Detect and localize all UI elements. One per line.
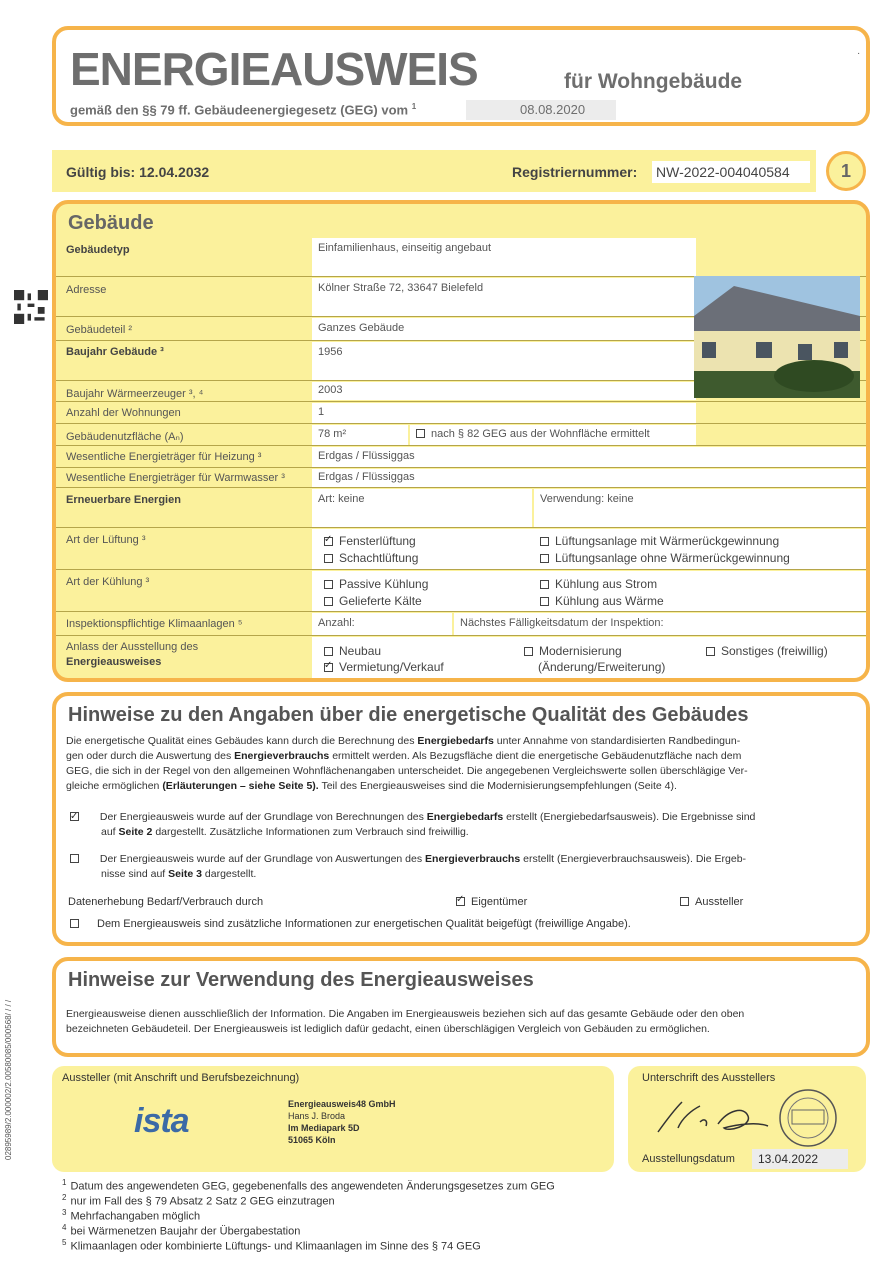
validity-bar — [52, 150, 816, 192]
checkbox-icon — [70, 919, 79, 928]
checkbox-icon — [324, 580, 333, 589]
checkbox-icon — [540, 537, 549, 546]
issuer-box — [52, 1066, 614, 1172]
data-collection-label: Datenerhebung Bedarf/Verbrauch durch — [68, 896, 264, 908]
checkbox-icon — [540, 580, 549, 589]
ventilation-label: Art der Lüftung ³ — [66, 534, 146, 546]
ac-count: Anzahl: — [312, 613, 452, 635]
document-header: ENERGIEAUSWEIS für Wohngebäude gemäß den §§ 79 ff. Gebäudeenergiegesetz (GEG) vom $^1$ 08.08.2020 . — [52, 26, 870, 126]
signature-box — [628, 1066, 866, 1172]
building-type-value: Einfamilienhaus, einseitig angebaut — [312, 238, 696, 276]
checkbox-checked-icon — [70, 812, 79, 821]
address-label: Adresse — [66, 284, 107, 296]
issuer-label: Aussteller (mit Anschrift und Berufsbezeichnung) — [62, 1072, 300, 1084]
construction-year-value: 1956 — [312, 342, 696, 380]
document-subtitle: für Wohngebäude — [564, 70, 743, 93]
reason-rent-sale-option[interactable]: ✓Vermietung/Verkauf — [324, 660, 444, 674]
valid-until: Gültig bis: 12.04.2032 — [66, 164, 210, 180]
renewable-use-value: Verwendung: keine — [534, 489, 870, 527]
vent-no-recovery-option[interactable]: Lüftungsanlage ohne Wärmerückgewinnung — [540, 551, 790, 565]
ista-logo: ista — [134, 1102, 189, 1140]
heating-carrier-value: Erdgas / Flüssiggas — [312, 447, 870, 467]
checkbox-icon — [524, 647, 533, 656]
renewable-kind-value: Art: keine — [312, 489, 532, 527]
quality-notes-section — [52, 692, 870, 946]
heating-carrier-label: Wesentliche Energieträger für Heizung ³ — [66, 451, 262, 463]
vent-recovery-option[interactable]: Lüftungsanlage mit Wärmerückgewinnung — [540, 534, 779, 548]
data-issuer-option[interactable]: Aussteller — [680, 896, 743, 908]
reason-new-option[interactable]: Neubau — [324, 644, 381, 658]
usage-notes-title: Hinweise zur Verwendung des Energieausweises — [68, 969, 534, 991]
hot-water-carrier-label: Wesentliche Energieträger für Warmwasser ³ — [66, 472, 285, 484]
issuer-address: Energieausweis48 GmbH Hans J. Broda Im Mediapark 5D 51065 Köln — [288, 1099, 396, 1145]
footnote-3: $^3$ Mehrfachangaben möglich — [62, 1208, 201, 1223]
checkbox-checked-icon — [456, 897, 465, 906]
units-value: 1 — [312, 403, 696, 423]
checkbox-icon — [324, 597, 333, 606]
ac-next-inspection: Nächstes Fälligkeitsdatum der Inspektion: — [454, 613, 870, 635]
units-label: Anzahl der Wohnungen — [66, 407, 181, 419]
side-code: 02895989/2.000002/2.00580085/000568/ / / / — [4, 999, 13, 1160]
reason-modernisation-option[interactable]: Modernisierung — [524, 644, 622, 658]
building-type-label: Gebäudetyp — [66, 244, 130, 256]
cool-heat-option[interactable]: Kühlung aus Wärme — [540, 594, 664, 608]
footnote-2: $^2$ nur im Fall des § 79 Absatz 2 Satz 2 GEG einzutragen — [62, 1193, 335, 1208]
address-value: Kölner Straße 72, 33647 Bielefeld — [312, 278, 696, 316]
footnote-5: $^5$ Klimaanlagen oder kombinierte Lüftungs- und Klimaanlagen im Sinne des § 74 GEG — [62, 1238, 481, 1253]
demand-based-option[interactable]: ✓ Der Energieausweis wurde auf der Grundlage von Berechnungen des Energiebedarfs erstellt (Energiebedarfsausweis). Die Ergebnisse sind auf Seite 2 dargestellt. Zusätzliche Informationen zum Verbrauch sind freiwillig. — [70, 810, 860, 840]
area-method-option[interactable]: nach § 82 GEG aus der Wohnfläche ermittelt — [410, 425, 696, 445]
building-photo — [694, 276, 860, 398]
hot-water-carrier-value: Erdgas / Flüssiggas — [312, 469, 870, 487]
signature-label: Unterschrift des Ausstellers — [642, 1072, 776, 1084]
signature-image — [648, 1088, 848, 1152]
ac-inspection-label: Inspektionspflichtige Klimaanlagen ⁵ — [66, 618, 243, 630]
cool-electric-option[interactable]: Kühlung aus Strom — [540, 577, 657, 591]
checkbox-checked-icon — [324, 663, 333, 672]
qr-code-icon — [14, 290, 48, 324]
usage-notes-section — [52, 957, 870, 1057]
checkbox-icon — [540, 597, 549, 606]
issue-reason-label-2: Energieausweises — [66, 656, 162, 668]
heat-generator-year-label: Baujahr Wärmeerzeuger ³, ⁴ — [66, 388, 204, 400]
building-title: Gebäude — [68, 212, 154, 234]
building-section — [52, 200, 870, 682]
heat-generator-year-value: 2003 — [312, 382, 696, 400]
vent-shaft-option[interactable]: Schachtlüftung — [324, 551, 418, 565]
additional-info-option[interactable]: Dem Energieausweis sind zusätzliche Informationen zur energetischen Qualität beigefügt (freiwillige Angabe). — [70, 918, 631, 930]
vent-window-option[interactable]: ✓ Fensterlüftung — [324, 534, 416, 548]
footnote-1: $^1$ Datum des angewendeten GEG, gegebenenfalls des angewendeten Änderungsgesetzes zum GEG — [62, 1178, 555, 1193]
checkbox-icon — [416, 429, 425, 438]
checkbox-icon — [680, 897, 689, 906]
checkbox-icon — [324, 647, 333, 656]
usable-area-label: Gebäudenutzfläche (Aₙ) — [66, 431, 184, 443]
issue-date-value: 13.04.2022 — [752, 1149, 848, 1169]
checkbox-checked-icon — [324, 537, 333, 546]
issue-reason-label-1: Anlass der Ausstellung des — [66, 641, 199, 653]
construction-year-label: Baujahr Gebäude ³ — [66, 346, 164, 358]
quality-notes-title: Hinweise zu den Angaben über die energetische Qualität des Gebäudes — [68, 704, 749, 726]
data-owner-option[interactable]: ✓ Eigentümer — [456, 896, 527, 908]
checkbox-icon — [540, 554, 549, 563]
checkbox-icon — [706, 647, 715, 656]
usable-area-value: 78 m² — [312, 425, 408, 445]
checkbox-icon — [70, 854, 79, 863]
consumption-based-option[interactable]: Der Energieausweis wurde auf der Grundlage von Auswertungen des Energieverbrauchs erstellt (Energieverbrauchsausweis). Die Ergeb- nisse sind auf Seite 3 dargestellt. — [70, 852, 860, 882]
reason-other-option[interactable]: Sonstiges (freiwillig) — [706, 644, 828, 658]
building-part-label: Gebäudeteil ² — [66, 324, 133, 336]
registration-label: Registriernummer: — [512, 164, 638, 180]
reason-modernisation-sub: (Änderung/Erweiterung) — [538, 660, 666, 674]
page-number-badge: 1 — [826, 151, 866, 191]
cool-passive-option[interactable]: Passive Kühlung — [324, 577, 428, 591]
cool-delivered-option[interactable]: Gelieferte Kälte — [324, 594, 422, 608]
law-reference: gemäß den §§ 79 ff. Gebäudeenergiegesetz (GEG) vom $^1$ — [70, 102, 417, 118]
footnote-4: $^4$ bei Wärmenetzen Baujahr der Übergabestation — [62, 1223, 301, 1238]
document-title: ENERGIEAUSWEIS — [70, 43, 478, 95]
renewable-energy-label: Erneuerbare Energien — [66, 494, 181, 506]
quality-notes-paragraph: Die energetische Qualität eines Gebäudes kann durch die Berechnung des Energiebedarfs unter Annahme von standardisierten Randbedingun- gen oder durch die Auswertung des Energieverbrauchs ermittelt werden. Als Bezugsfläche dient die energetische Gebäudenutzfläche nach dem GEG, die sich in der Regel von den allgemeinen Wohnflächenangaben unterscheidet. Die angegebenen Vergleichswerte sollen überschlägige Ver- gleiche ermöglichen (Erläuterungen – siehe Seite 5). Teil des Energieausweises sind die Modernisierungsempfehlungen (Seite 4). — [66, 735, 748, 792]
cooling-label: Art der Kühlung ³ — [66, 576, 150, 588]
usage-notes-paragraph: Energieausweise dienen ausschließlich der Information. Die Angaben im Energieausweis beziehen sich auf das gesamte Gebäude oder den oben bezeichneten Gebäudeteil. Der Energieausweis ist lediglich dafür gedacht, einen überschlägigen Vergleich von Gebäuden zu ermöglichen. — [66, 1008, 745, 1035]
registration-number: NW-2022-004040584 — [652, 161, 810, 183]
building-part-value: Ganzes Gebäude — [312, 318, 696, 340]
issue-date-label: Ausstellungsdatum — [642, 1153, 735, 1165]
checkbox-icon — [324, 554, 333, 563]
law-date: 08.08.2020 — [466, 100, 616, 120]
